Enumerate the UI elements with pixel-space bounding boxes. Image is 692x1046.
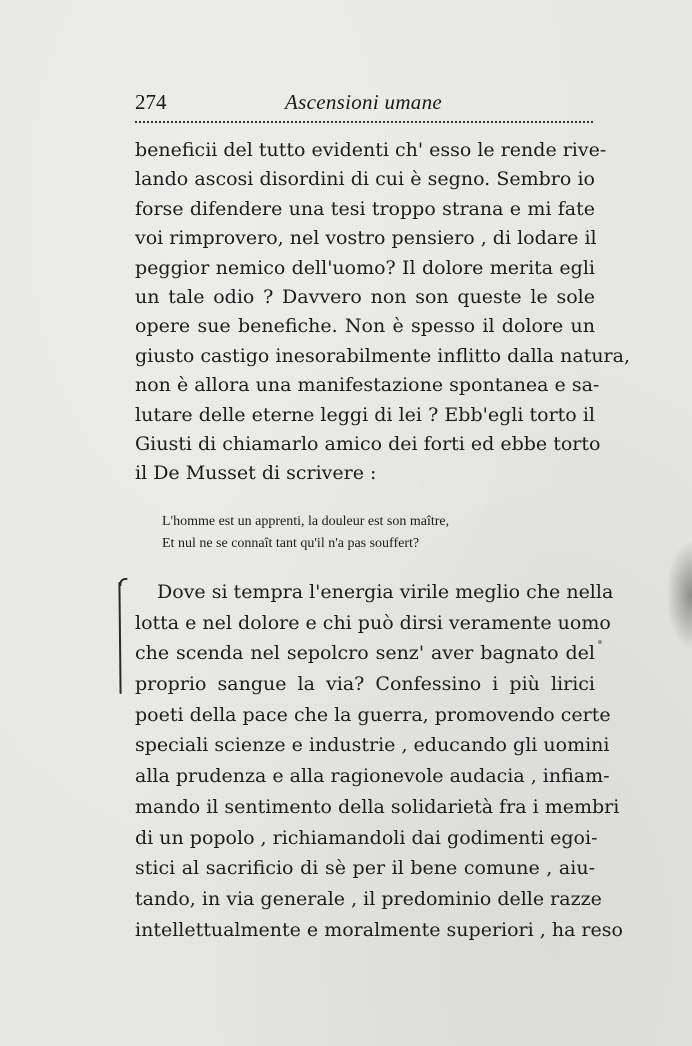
margin-pencil-mark	[118, 582, 121, 694]
text-line: lotta e nel dolore e chi può dirsi veramente uomo	[135, 611, 611, 634]
text-line: il De Musset di scrivere :	[135, 462, 377, 485]
text-line: peggior nemico dell'uomo? Il dolore merita egli	[135, 256, 595, 279]
running-title: Ascensioni umane	[285, 90, 443, 114]
text-line: proprio sangue la via? Confessino i più lirici	[135, 673, 595, 696]
text-line: lando ascosi disordini di cui è segno. Sembro io	[135, 168, 595, 191]
text-line: alla prudenza e alla ragionevole audacia , infiam-	[135, 765, 610, 788]
text-line: tando, in via generale , il predominio delle razze	[135, 887, 602, 910]
text-line: opere sue benefiche. Non è spesso il dolore un	[135, 315, 595, 338]
text-line: intellettualmente e moralmente superiori , ha reso	[135, 918, 623, 941]
text-line: Giusti di chiamarlo amico dei forti ed ebbe torto	[135, 432, 601, 455]
page-number: 274	[135, 90, 167, 114]
text-line: lutare delle eterne leggi di lei ? Ebb'egli torto il	[135, 403, 595, 426]
header-dotted-rule	[135, 121, 593, 123]
text-line: giusto castigo inesorabilmente inflitto dalla natura,	[135, 344, 631, 367]
text-line: che scenda nel sepolcro senz' aver bagnato del	[135, 642, 595, 665]
text-line: non è allora una manifestazione spontanea e sa-	[135, 374, 600, 397]
page-edge-shadow	[666, 540, 692, 650]
text-line: stici al sacrificio di sè per il bene comune , aiu-	[135, 857, 595, 880]
ink-smudge	[598, 640, 602, 644]
quote-line: L'homme est un apprenti, la douleur est son maître,	[162, 514, 450, 529]
text-line: mando il sentimento della solidarietà fra i membri	[135, 795, 620, 818]
text-line: poeti della pace che la guerra, promovendo certe	[135, 703, 611, 726]
text-line: beneficii del tutto evidenti ch' esso le rende rive-	[135, 139, 607, 161]
text-line: forse difendere una tesi troppo strana e mi fate	[135, 197, 595, 220]
text-line: un tale odio ? Davvero non son queste le sole	[135, 285, 595, 308]
paragraph-1	[135, 136, 631, 489]
paragraph-2	[135, 577, 623, 945]
text-line: speciali scienze e industrie , educando gli uomini	[135, 734, 610, 757]
running-head	[135, 90, 593, 120]
quote-line: Et nul ne se connaît tant qu'il n'a pas souffert?	[162, 536, 420, 551]
text-line: di un popolo , richiamandoli dai godimenti egoi-	[135, 826, 598, 849]
text-line: Dove si tempra l'energia virile meglio che nella	[157, 581, 614, 603]
text-line: voi rimprovero, nel vostro pensiero , di lodare il	[135, 227, 597, 250]
block-quote	[162, 511, 582, 555]
